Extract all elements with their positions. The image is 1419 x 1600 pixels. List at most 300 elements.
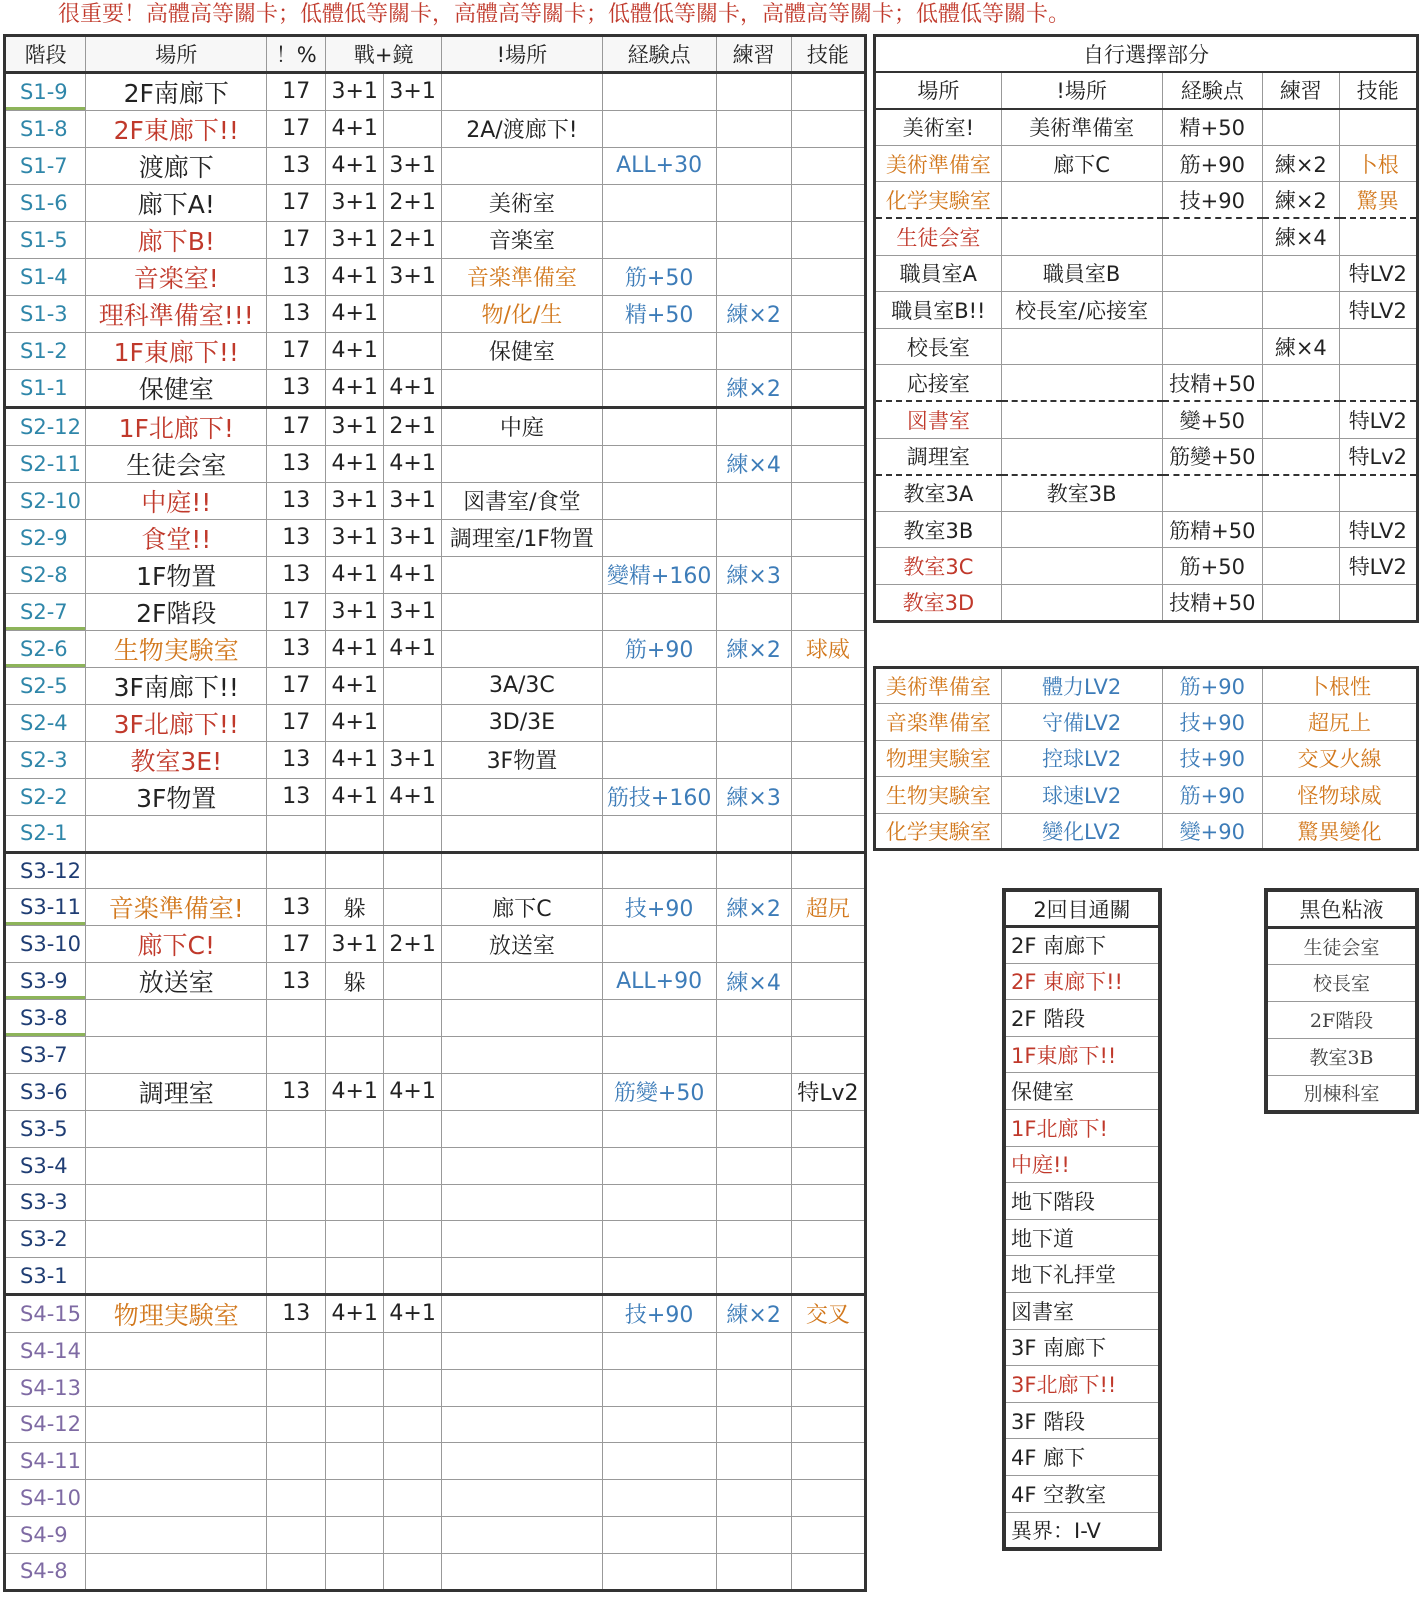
exp-cell	[602, 445, 716, 482]
alt-place-cell	[442, 1516, 603, 1553]
practice-cell	[716, 926, 791, 963]
alt-place-cell: 2A/渡廊下!	[442, 110, 603, 147]
self-practice-cell	[1263, 365, 1339, 402]
second-clear-row	[1004, 963, 1160, 1000]
self-select-row	[875, 145, 1418, 182]
self-practice-cell	[1263, 511, 1339, 548]
self-exp-cell: 變+50	[1162, 401, 1263, 438]
self-place-cell: 教室3B	[875, 511, 1002, 548]
pct-cell	[267, 1553, 326, 1590]
place-cell: 調理室	[86, 1073, 267, 1110]
self-select-row	[875, 438, 1418, 475]
skill-cell	[791, 72, 865, 110]
skill-cell	[791, 1369, 865, 1406]
stage-row	[5, 332, 866, 369]
exp-cell	[602, 704, 716, 741]
skill-cell	[791, 1000, 865, 1037]
skill-room-cell: 美術準備室	[875, 668, 1002, 704]
exp-cell	[602, 852, 716, 889]
self-select-row	[875, 548, 1418, 585]
practice-cell: 練×3	[716, 778, 791, 815]
stage-row	[5, 1147, 866, 1184]
practice-cell	[716, 221, 791, 258]
exp-cell	[602, 1480, 716, 1517]
mirror-cell	[384, 1184, 442, 1221]
stage-row	[5, 1332, 866, 1369]
second-clear-item: 中庭!!	[1004, 1146, 1160, 1183]
skill-room-row	[875, 813, 1418, 849]
header-skill: 技能	[791, 36, 865, 73]
mirror-cell: 4+1	[384, 556, 442, 593]
skill-room-row	[875, 668, 1418, 704]
second-clear-item: 図書室	[1004, 1293, 1160, 1330]
stage-row	[5, 926, 866, 963]
practice-cell: 練×3	[716, 556, 791, 593]
practice-cell	[716, 741, 791, 778]
stage-cell: S3-7	[5, 1037, 86, 1074]
battle-cell	[326, 1000, 384, 1037]
exp-cell: 筋變+50	[602, 1073, 716, 1110]
stage-cell: S2-9	[5, 519, 86, 556]
exp-cell	[602, 1553, 716, 1590]
battle-cell: 4+1	[326, 704, 384, 741]
self-alt-place-cell	[1001, 365, 1162, 402]
stage-cell: S4-8	[5, 1553, 86, 1590]
black-slime-item: 別棟科室	[1266, 1075, 1417, 1112]
second-clear-item: 2F 南廊下	[1004, 927, 1160, 964]
pct-cell: 13	[267, 482, 326, 519]
alt-place-cell	[442, 630, 603, 667]
practice-cell: 練×4	[716, 963, 791, 1000]
exp-cell: 筋+50	[602, 258, 716, 295]
battle-cell: 3+1	[326, 593, 384, 630]
self-practice-cell	[1263, 109, 1339, 146]
battle-cell: 3+1	[326, 482, 384, 519]
exp-cell: 技+90	[602, 1294, 716, 1332]
practice-cell	[716, 1147, 791, 1184]
exp-cell	[602, 184, 716, 221]
skill-stat-cell: 守備LV2	[1001, 704, 1162, 740]
second-clear-item: 4F 空教室	[1004, 1476, 1160, 1513]
skill-exp-cell: 變+90	[1162, 813, 1263, 849]
skill-cell	[791, 519, 865, 556]
pct-cell: 13	[267, 369, 326, 407]
second-clear-item: 3F 階段	[1004, 1402, 1160, 1439]
stage-cell: S2-6	[5, 630, 86, 667]
stage-row	[5, 963, 866, 1000]
mirror-cell: 4+1	[384, 1294, 442, 1332]
second-clear-item: 2F 東廊下!!	[1004, 963, 1160, 1000]
self-exp-cell: 筋變+50	[1162, 438, 1263, 475]
stage-row	[5, 1516, 866, 1553]
mirror-cell	[384, 1221, 442, 1258]
skill-room-row	[875, 777, 1418, 813]
battle-cell	[326, 1553, 384, 1590]
mirror-cell: 4+1	[384, 369, 442, 407]
stage-row	[5, 295, 866, 332]
alt-place-cell	[442, 445, 603, 482]
self-skill-cell	[1339, 475, 1417, 512]
mirror-cell	[384, 852, 442, 889]
practice-cell	[716, 1406, 791, 1443]
stage-cell: S2-4	[5, 704, 86, 741]
self-header-skill: 技能	[1339, 72, 1417, 109]
skill-cell: 超尻	[791, 889, 865, 926]
stage-row	[5, 1221, 866, 1258]
second-clear-item: 3F北廊下!!	[1004, 1366, 1160, 1403]
header-pct: ！%	[267, 36, 326, 73]
second-clear-row	[1004, 1036, 1160, 1073]
pct-cell	[267, 1221, 326, 1258]
battle-cell	[326, 852, 384, 889]
pct-cell: 17	[267, 704, 326, 741]
second-clear-row	[1004, 927, 1160, 964]
skill-cell	[791, 1443, 865, 1480]
practice-cell	[716, 667, 791, 704]
skill-cell: 特Lv2	[791, 1073, 865, 1110]
battle-cell: 4+1	[326, 110, 384, 147]
alt-place-cell	[442, 1258, 603, 1295]
stage-row	[5, 110, 866, 147]
pct-cell	[267, 1110, 326, 1147]
self-exp-cell: 筋+90	[1162, 145, 1263, 182]
stage-cell: S1-3	[5, 295, 86, 332]
place-cell: 中庭!!	[86, 482, 267, 519]
self-select-row	[875, 475, 1418, 512]
pct-cell	[267, 1332, 326, 1369]
alt-place-cell	[442, 556, 603, 593]
place-cell	[86, 1553, 267, 1590]
exp-cell: 筋技+160	[602, 778, 716, 815]
skill-cell	[791, 667, 865, 704]
stage-row	[5, 1000, 866, 1037]
skill-cell	[791, 1221, 865, 1258]
exp-cell	[602, 72, 716, 110]
stage-row	[5, 72, 866, 110]
mirror-cell: 2+1	[384, 407, 442, 445]
self-exp-cell: 筋精+50	[1162, 511, 1263, 548]
second-clear-item: 1F北廊下!	[1004, 1110, 1160, 1147]
practice-cell	[716, 258, 791, 295]
pct-cell: 13	[267, 556, 326, 593]
battle-cell	[326, 1110, 384, 1147]
stage-cell: S2-3	[5, 741, 86, 778]
place-cell: 渡廊下	[86, 147, 267, 184]
pct-cell: 13	[267, 258, 326, 295]
alt-place-cell	[442, 1332, 603, 1369]
skill-exp-cell: 筋+90	[1162, 668, 1263, 704]
stage-row	[5, 147, 866, 184]
stage-cell: S2-5	[5, 667, 86, 704]
battle-cell: 4+1	[326, 332, 384, 369]
stage-cell: S2-7	[5, 593, 86, 630]
second-clear-row	[1004, 1402, 1160, 1439]
alt-place-cell	[442, 1294, 603, 1332]
battle-cell	[326, 1480, 384, 1517]
self-alt-place-cell: 美術準備室	[1001, 109, 1162, 146]
place-cell	[86, 1147, 267, 1184]
stage-row	[5, 556, 866, 593]
practice-cell	[716, 1037, 791, 1074]
stage-row	[5, 704, 866, 741]
self-practice-cell: 練×2	[1263, 145, 1339, 182]
second-clear-row	[1004, 1073, 1160, 1110]
stage-row	[5, 1406, 866, 1443]
pct-cell	[267, 1184, 326, 1221]
self-place-cell: 校長室	[875, 328, 1002, 365]
place-cell: 物理実験室	[86, 1294, 267, 1332]
skill-room-cell: 物理実験室	[875, 740, 1002, 776]
stage-row	[5, 221, 866, 258]
alt-place-cell	[442, 1110, 603, 1147]
skill-cell	[791, 332, 865, 369]
alt-place-cell	[442, 1406, 603, 1443]
self-alt-place-cell: 教室3B	[1001, 475, 1162, 512]
self-exp-cell	[1162, 255, 1263, 292]
skill-cell	[791, 1184, 865, 1221]
self-alt-place-cell	[1001, 182, 1162, 219]
stage-cell: S3-10	[5, 926, 86, 963]
alt-place-cell: 3A/3C	[442, 667, 603, 704]
pct-cell: 13	[267, 889, 326, 926]
self-place-cell: 職員室B!!	[875, 292, 1002, 329]
pct-cell: 13	[267, 1294, 326, 1332]
self-skill-cell: 特LV2	[1339, 292, 1417, 329]
banner-notice: 很重要！高體高等關卡；低體低等關卡，高體高等關卡；低體低等關卡，高體高等關卡；低體低等關卡。	[58, 2, 1071, 27]
self-practice-cell	[1263, 584, 1339, 621]
alt-place-cell	[442, 72, 603, 110]
battle-cell	[326, 1369, 384, 1406]
self-skill-cell: 特Lv2	[1339, 438, 1417, 475]
stage-row	[5, 1553, 866, 1590]
stage-cell: S4-15	[5, 1294, 86, 1332]
skill-name-cell: 怪物球威	[1263, 777, 1418, 813]
alt-place-cell	[442, 593, 603, 630]
exp-cell: 變精+160	[602, 556, 716, 593]
header-exp: 経験点	[602, 36, 716, 73]
alt-place-cell	[442, 1147, 603, 1184]
mirror-cell: 3+1	[384, 593, 442, 630]
stage-row	[5, 1184, 866, 1221]
skill-room-cell: 化学実験室	[875, 813, 1002, 849]
practice-cell	[716, 147, 791, 184]
battle-cell	[326, 1332, 384, 1369]
skill-cell	[791, 741, 865, 778]
skill-room-cell: 生物実験室	[875, 777, 1002, 813]
mirror-cell	[384, 1037, 442, 1074]
mirror-cell	[384, 1516, 442, 1553]
self-place-cell: 美術室!	[875, 109, 1002, 146]
practice-cell	[716, 1258, 791, 1295]
self-select-row	[875, 255, 1418, 292]
alt-place-cell: 保健室	[442, 332, 603, 369]
mirror-cell	[384, 1406, 442, 1443]
exp-cell	[602, 1258, 716, 1295]
mirror-cell	[384, 1443, 442, 1480]
second-clear-item: 地下道	[1004, 1219, 1160, 1256]
pct-cell: 17	[267, 221, 326, 258]
skill-cell	[791, 778, 865, 815]
stage-cell: S3-6	[5, 1073, 86, 1110]
pct-cell: 17	[267, 593, 326, 630]
place-cell	[86, 1110, 267, 1147]
practice-cell	[716, 1443, 791, 1480]
pct-cell: 17	[267, 110, 326, 147]
exp-cell	[602, 407, 716, 445]
self-header-alt-place: !場所	[1001, 72, 1162, 109]
stage-row	[5, 1294, 866, 1332]
place-cell	[86, 1221, 267, 1258]
alt-place-cell: 物/化/生	[442, 295, 603, 332]
pct-cell	[267, 1037, 326, 1074]
alt-place-cell	[442, 1221, 603, 1258]
self-place-cell: 図書室	[875, 401, 1002, 438]
mirror-cell	[384, 1369, 442, 1406]
practice-cell: 練×2	[716, 889, 791, 926]
skill-cell	[791, 1553, 865, 1590]
stage-cell: S3-4	[5, 1147, 86, 1184]
black-slime-item: 校長室	[1266, 964, 1417, 1001]
practice-cell	[716, 1369, 791, 1406]
place-cell: 音楽室!	[86, 258, 267, 295]
exp-cell	[602, 1221, 716, 1258]
place-cell: 生物実験室	[86, 630, 267, 667]
stage-table-header	[5, 36, 866, 73]
skill-cell	[791, 593, 865, 630]
stage-cell: S2-11	[5, 445, 86, 482]
battle-cell	[326, 1516, 384, 1553]
self-select-row	[875, 109, 1418, 146]
place-cell	[86, 1184, 267, 1221]
stage-row	[5, 519, 866, 556]
pct-cell: 17	[267, 926, 326, 963]
self-alt-place-cell	[1001, 548, 1162, 585]
alt-place-cell: 3F物置	[442, 741, 603, 778]
second-clear-row	[1004, 1146, 1160, 1183]
battle-cell: 4+1	[326, 556, 384, 593]
second-clear-item: 2F 階段	[1004, 1000, 1160, 1037]
stage-row	[5, 482, 866, 519]
pct-cell: 13	[267, 147, 326, 184]
stage-cell: S1-2	[5, 332, 86, 369]
practice-cell	[716, 72, 791, 110]
self-exp-cell: 精+50	[1162, 109, 1263, 146]
self-place-cell: 教室3A	[875, 475, 1002, 512]
alt-place-cell	[442, 1000, 603, 1037]
battle-cell	[326, 1147, 384, 1184]
black-slime-item: 生徒会室	[1266, 927, 1417, 964]
stage-cell: S2-1	[5, 815, 86, 852]
stage-cell: S3-12	[5, 852, 86, 889]
practice-cell	[716, 1221, 791, 1258]
self-select-header	[875, 72, 1418, 109]
self-header-place: 場所	[875, 72, 1002, 109]
skill-cell	[791, 1258, 865, 1295]
stage-row	[5, 1037, 866, 1074]
skill-name-cell: 超尻上	[1263, 704, 1418, 740]
pct-cell: 17	[267, 72, 326, 110]
black-slime-item: 2F階段	[1266, 1001, 1417, 1038]
mirror-cell	[384, 889, 442, 926]
exp-cell	[602, 332, 716, 369]
exp-cell	[602, 1332, 716, 1369]
practice-cell	[716, 1553, 791, 1590]
black-slime-row	[1266, 927, 1417, 964]
skill-cell	[791, 482, 865, 519]
second-clear-item: 地下階段	[1004, 1183, 1160, 1220]
stage-row	[5, 889, 866, 926]
stage-cell: S3-8	[5, 1000, 86, 1037]
self-select-title: 自行選擇部分	[875, 36, 1418, 73]
place-cell	[86, 1000, 267, 1037]
battle-cell: 3+1	[326, 926, 384, 963]
self-header-exp: 経験点	[1162, 72, 1263, 109]
self-skill-cell	[1339, 365, 1417, 402]
pct-cell: 17	[267, 407, 326, 445]
practice-cell	[716, 332, 791, 369]
battle-cell	[326, 815, 384, 852]
self-exp-cell	[1162, 475, 1263, 512]
black-slime-title: 黒色粘液	[1266, 890, 1417, 927]
mirror-cell	[384, 1258, 442, 1295]
stage-cell: S3-1	[5, 1258, 86, 1295]
stage-cell: S2-8	[5, 556, 86, 593]
practice-cell	[716, 1332, 791, 1369]
exp-cell	[602, 667, 716, 704]
battle-cell: 4+1	[326, 1073, 384, 1110]
second-clear-row	[1004, 1439, 1160, 1476]
place-cell: 廊下C!	[86, 926, 267, 963]
self-practice-cell: 練×4	[1263, 328, 1339, 365]
place-cell: 教室3E!	[86, 741, 267, 778]
pct-cell: 13	[267, 963, 326, 1000]
self-practice-cell: 練×2	[1263, 182, 1339, 219]
exp-cell: 筋+90	[602, 630, 716, 667]
practice-cell: 練×4	[716, 445, 791, 482]
second-clear-item: 3F 南廊下	[1004, 1329, 1160, 1366]
place-cell: 2F東廊下!!	[86, 110, 267, 147]
skill-cell	[791, 1480, 865, 1517]
practice-cell	[716, 593, 791, 630]
self-alt-place-cell	[1001, 401, 1162, 438]
place-cell	[86, 1406, 267, 1443]
battle-cell: 4+1	[326, 295, 384, 332]
battle-cell: 躲	[326, 963, 384, 1000]
second-clear-row	[1004, 1183, 1160, 1220]
black-slime-row	[1266, 964, 1417, 1001]
second-clear-row	[1004, 1293, 1160, 1330]
alt-place-cell: 調理室/1F物置	[442, 519, 603, 556]
second-clear-table	[1002, 888, 1162, 1551]
self-select-row	[875, 401, 1418, 438]
skill-exp-cell: 筋+90	[1162, 777, 1263, 813]
pct-cell: 17	[267, 332, 326, 369]
exp-cell	[602, 1184, 716, 1221]
mirror-cell: 3+1	[384, 147, 442, 184]
battle-cell: 3+1	[326, 184, 384, 221]
place-cell	[86, 1037, 267, 1074]
mirror-cell	[384, 963, 442, 1000]
place-cell: 保健室	[86, 369, 267, 407]
stage-cell: S3-2	[5, 1221, 86, 1258]
pct-cell	[267, 1369, 326, 1406]
skill-stat-cell: 控球LV2	[1001, 740, 1162, 776]
practice-cell	[716, 1000, 791, 1037]
skill-cell	[791, 184, 865, 221]
skill-cell	[791, 1406, 865, 1443]
black-slime-item: 教室3B	[1266, 1038, 1417, 1075]
mirror-cell: 2+1	[384, 221, 442, 258]
